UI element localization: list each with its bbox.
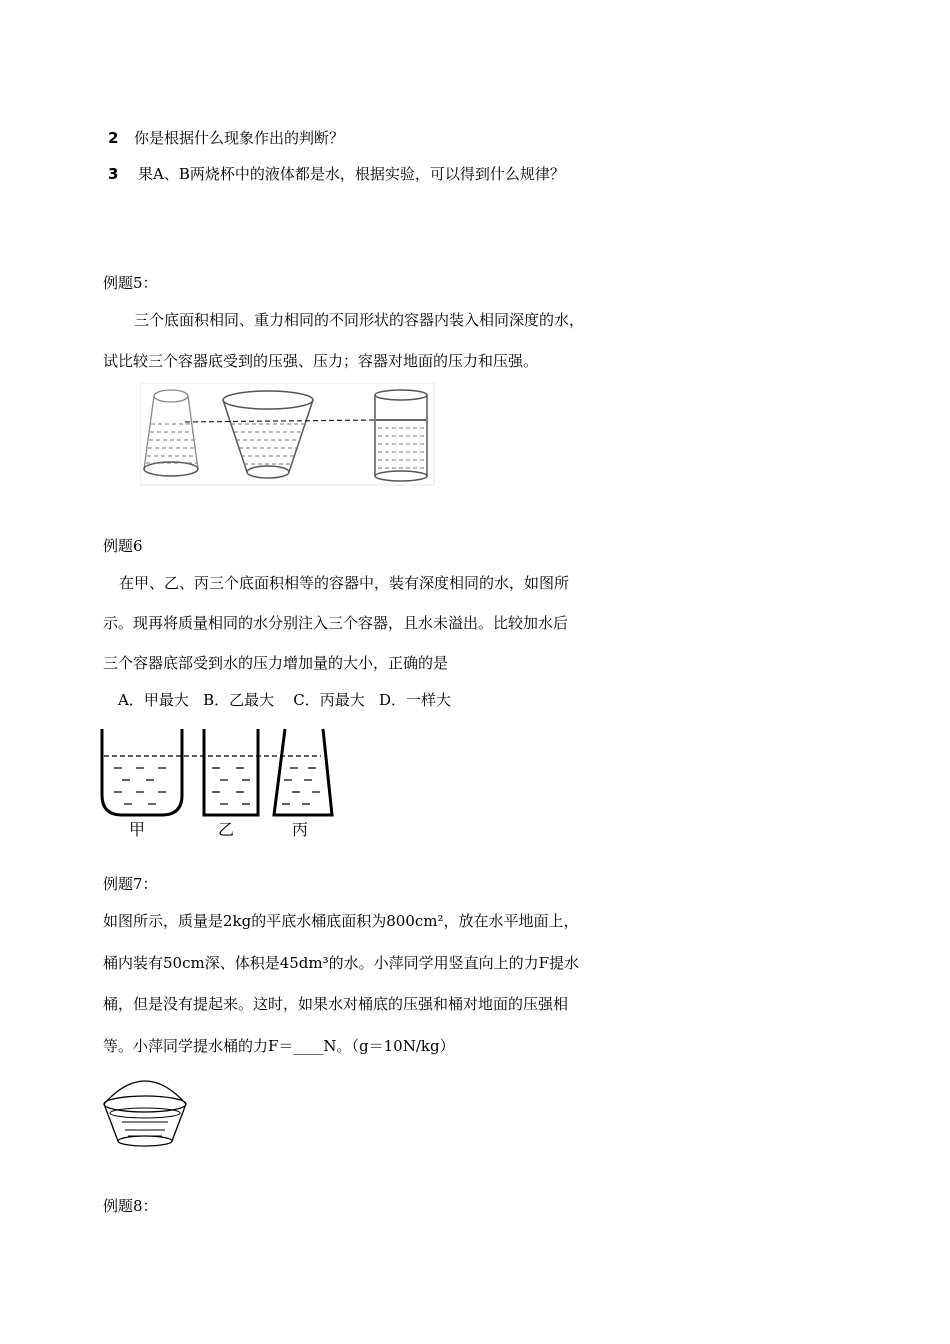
example-6-line-3: 三个容器底部受到水的压力增加量的大小，正确的是 — [103, 654, 449, 672]
example-7-line-3: 桶，但是没有提起来。这时，如果水对桶底的压强和桶对地面的压强相 — [103, 995, 569, 1013]
bucket-figure — [100, 1070, 190, 1150]
container-label-jia: 甲 — [129, 820, 146, 839]
question-text: 果A、B两烧杯中的液体都是水，根据实验，可以得到什么规律？ — [138, 165, 565, 183]
example-6-title: 例题6 — [103, 537, 143, 555]
example-7-line-4: 等。小萍同学提水桶的力F＝____N。（g＝10N/kg） — [103, 1037, 455, 1055]
container-label-bing: 丙 — [292, 820, 309, 839]
example-8-title: 例题8： — [103, 1197, 158, 1215]
example-6-line-2: 示。现再将质量相同的水分别注入三个容器，且水未溢出。比较加水后 — [103, 614, 569, 632]
example-6-options: A．甲最大 B．乙最大 C．丙最大 D．一样大 — [118, 691, 452, 709]
example-7-title: 例题7： — [103, 875, 158, 893]
example-7-line-2: 桶内装有50cm深、体积是45dm³的水。小萍同学用竖直向上的力F提水 — [103, 954, 580, 972]
question-number: 3 — [108, 165, 119, 183]
question-text: 你是根据什么现象作出的判断？ — [134, 129, 345, 147]
question-2 — [108, 128, 344, 148]
example-5-line-2: 试比较三个容器底受到的压强、压力；容器对地面的压力和压强。 — [103, 352, 539, 370]
example-5-title: 例题5： — [103, 274, 158, 292]
example-6-line-1: 在甲、乙、丙三个底面积相等的容器中，装有深度相同的水，如图所 — [119, 574, 570, 592]
container-label-yi: 乙 — [218, 820, 235, 839]
example-5-figure — [140, 383, 435, 486]
example-7-line-1: 如图所示，质量是2kg的平底水桶底面积为800cm²，放在水平地面上， — [103, 912, 579, 930]
example-5-line-1: 三个底面积相同、重力相同的不同形状的容器内装入相同深度的水， — [134, 311, 585, 329]
question-3 — [108, 164, 565, 184]
question-number: 2 — [108, 129, 119, 147]
